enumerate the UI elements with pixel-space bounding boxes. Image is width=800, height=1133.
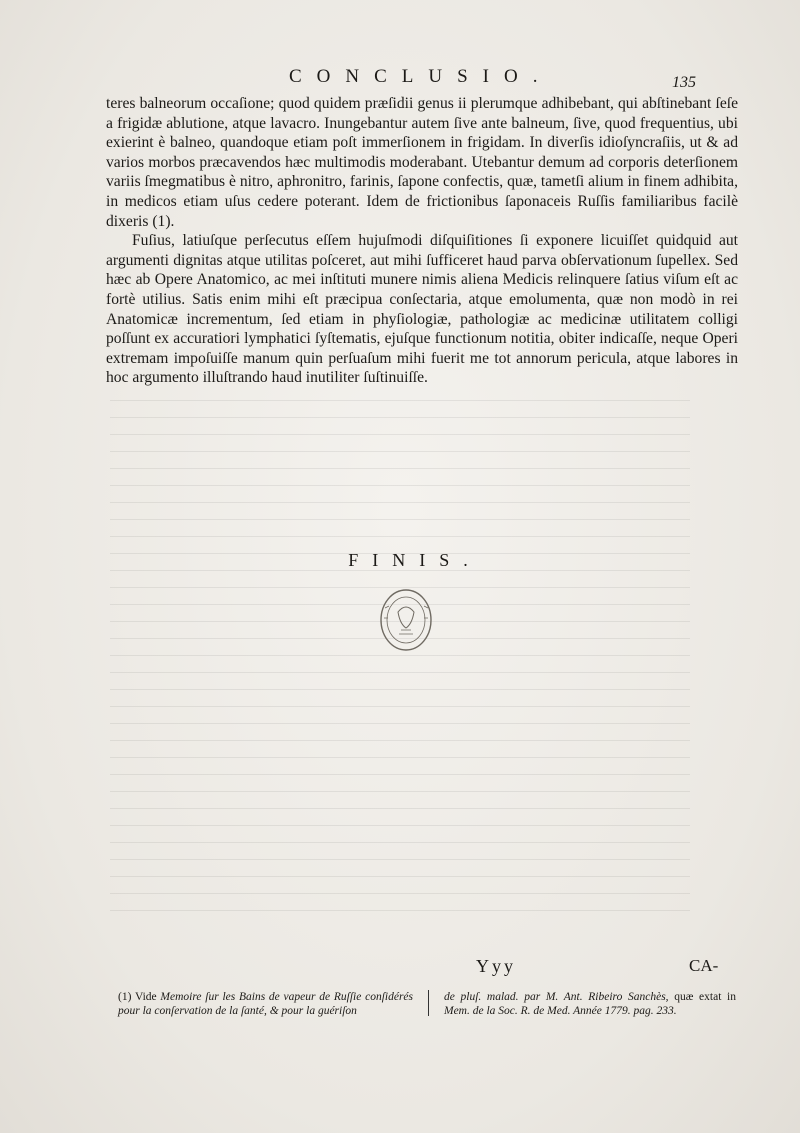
finis-heading: FINIS. [348, 550, 482, 570]
page-number: 135 [672, 74, 696, 91]
paragraph: Fuſius, latiuſque perſecutus eſſem hujuſmodi diſquiſitiones ſi exponere licuiſſet quidquid aut argumenti dignitas atque utilitas poſceret, aut mihi ſufficeret haud parva obſervationum ſupellex. Sed hæc ab Opere Anatomico, ac mei inſtituti munere nimis aliena Medicis relinquere ſatius viſum eſt ac fortè utilius. Satis enim mihi eſt præcipua conſectaria, atque emolumenta, quæ non modò in rei Anatomicæ incrementum, ſed etiam in phyſiologiæ, pathologiæ ac medicinæ utilitatem colligi poſſunt ex accuratiori lymphatici ſyſtematis, ejuſque functionum notitia, obiter indicaſſe, neque Operi extremam impoſuiſſe manum quin perſuaſum mihi fuerit me tot annorum pericula, atque labores in hoc argumento illuſtrando haud inutiliter ſuſtinuiſſe. [106, 232, 738, 387]
main-text [106, 94, 738, 388]
footnote-text: de pluſ. malad. par M. Ant. Ribeiro Sanchès, [444, 991, 669, 1003]
footnote-mark: (1) Vide [118, 991, 157, 1003]
footnote-text: Memoire ſur les Bains de vapeur de Ruſſie conſidérés pour la conſervation de la ſanté, & pour la guériſon [118, 991, 413, 1017]
catchword: CA- [689, 956, 719, 975]
signature-mark: Yyy [476, 956, 516, 976]
page-header [0, 62, 800, 92]
bleed-through-texture [110, 400, 690, 920]
footnote-left [118, 990, 413, 1018]
footnote-text: Mem. de la Soc. R. de Med. Année 1779. pag. 233. [444, 1005, 677, 1017]
footnote-divider [428, 990, 429, 1016]
footnote-text: quæ extat in [674, 991, 736, 1003]
running-head: CONCLUSIO. [289, 66, 553, 87]
paragraph: teres balneorum occaſione; quod quidem præſidii genus ii plerumque adhibebant, qui abſtinebant ſeſe a frigidæ ablutione, atque lavacro. Inungebantur autem ſive ante balneum, ſive, quod frequentius, ubi exierint è balneo, quandoque etiam poſt immerſionem in frigidam. In diverſis idioſyncraſiis, ut & ad varios morbos præcavendos hæc multimodis moderabant. Utebantur demum ad corporis deterſionem variis ſmegmatibus è nitro, aphronitro, farinis, ſapone confectis, quæ, tametſi alium in finem adhibita, in medicos etiam uſus cedere poterant. Idem de frictionibus ſaponaceis Ruſſis familiaribus facilè dixeris (1). [106, 95, 738, 230]
library-stamp-icon [379, 588, 433, 652]
footnote-right [444, 990, 736, 1018]
